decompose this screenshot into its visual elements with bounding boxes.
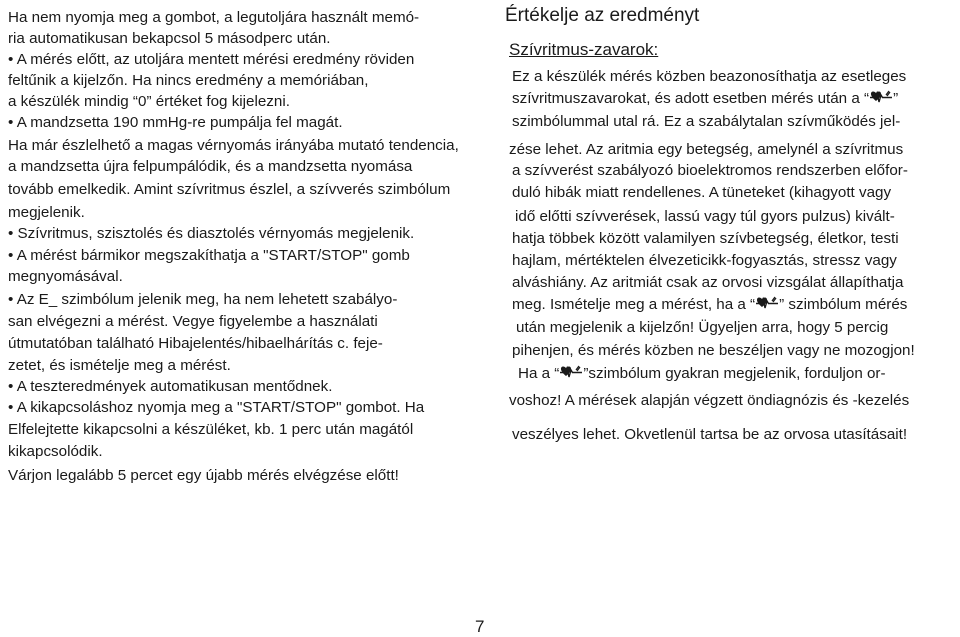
text-line (512, 89, 898, 109)
heart-arrhythmia-icon (870, 90, 892, 104)
text-fragment: szívritmuszavarokat, és adott esetben mérés után a “ (512, 90, 870, 107)
text-line: • A mérés előtt, az utoljára mentett mérési eredmény röviden (8, 51, 415, 68)
text-line: a szívverést szabályozó bioelektromos rendszerben előfor- (512, 162, 908, 179)
text-fragment: ” szimbólum mérés (779, 296, 908, 313)
text-line: pihenjen, és mérés közben ne beszéljen vagy ne mozogjon! (512, 342, 915, 359)
text-line: Ha már észlelhető a magas vérnyomás irányába mutató tendencia, (8, 137, 459, 154)
text-line: idő előtti szívverések, lassú vagy túl gyors pulzus) kivált- (515, 208, 895, 225)
text-line: feltűnik a kijelzőn. Ha nincs eredmény a memóriában, (8, 72, 369, 89)
text-line: a mandzsetta újra felpumpálódik, és a mandzsetta nyomása (8, 158, 413, 175)
text-line: • A teszteredmények automatikusan mentődnek. (8, 378, 333, 395)
heart-arrhythmia-icon (560, 365, 582, 379)
text-line: hajlam, mértéktelen élvezeticikk-fogyasztás, stressz vagy (512, 252, 897, 269)
text-line: kikapcsolódik. (8, 443, 103, 460)
text-line: zése lehet. Az aritmia egy betegség, amelynél a szívritmus (509, 141, 904, 158)
section-title: Értékelje az eredményt (505, 5, 700, 26)
text-line: a készülék mindig “0” értéket fog kijelezni. (8, 93, 290, 110)
text-fragment: ” (893, 90, 899, 107)
text-line: • Az E_ szimbólum jelenik meg, ha nem lehetett szabályo- (8, 291, 398, 308)
text-line: ria automatikusan bekapcsol 5 másodperc után. (8, 30, 331, 47)
text-fragment: Ha a “ (518, 365, 560, 382)
text-line: alváshiány. Az aritmiát csak az orvosi vizsgálat állapíthatja (512, 274, 904, 291)
text-line: voshoz! A mérések alapján végzett öndiagnózis és -kezelés (509, 392, 910, 409)
text-line: útmutatóban található Hibajelentés/hibaelhárítás c. feje- (8, 335, 383, 352)
text-line: duló hibák miatt rendellenes. A tüneteket (kihagyott vagy (512, 184, 892, 201)
text-line: veszélyes lehet. Okvetlenül tartsa be az orvosa utasításait! (512, 426, 908, 443)
text-line: szimbólummal utal rá. Ez a szabálytalan szívműködés jel- (512, 113, 901, 130)
text-line: • A kikapcsoláshoz nyomja meg a "START/STOP" gombot. Ha (8, 399, 425, 416)
text-line: Várjon legalább 5 percet egy újabb mérés elvégzése előtt! (8, 467, 399, 484)
text-line: • Szívritmus, szisztolés és diasztolés vérnyomás megjelenik. (8, 225, 415, 242)
text-line: után megjelenik a kijelzőn! Ügyeljen arra, hogy 5 percig (516, 319, 889, 336)
text-line: megjelenik. (8, 204, 85, 221)
text-fragment: meg. Ismételje meg a mérést, ha a “ (512, 296, 756, 313)
text-line: Ez a készülék mérés közben beazonosíthatja az esetleges (512, 68, 907, 85)
page-number: 7 (475, 617, 485, 636)
text-line (512, 295, 907, 315)
heart-arrhythmia-icon (756, 296, 778, 310)
text-line: Ha nem nyomja meg a gombot, a legutoljára használt memó- (8, 9, 420, 26)
text-line: san elvégezni a mérést. Vegye figyelembe a használati (8, 313, 378, 330)
text-line: Elfelejtette kikapcsolni a készüléket, kb. 1 perc után magától (8, 421, 414, 438)
text-line: tovább emelkedik. Amint szívritmus észlel, a szívverés szimbólum (8, 181, 451, 198)
text-line: hatja többek között valamilyen szívbetegség, életkor, testi (512, 230, 899, 247)
text-line: • A mérést bármikor megszakíthatja a "START/STOP" gomb (8, 247, 410, 264)
text-fragment: ”szimbólum gyakran megjelenik, forduljon or- (583, 365, 886, 382)
text-line: • A mandzsetta 190 mmHg-re pumpálja fel magát. (8, 114, 343, 131)
text-line: zetet, és ismételje meg a mérést. (8, 357, 231, 374)
text-line: megnyomásával. (8, 268, 123, 285)
section-subtitle: Szívritmus-zavarok: (509, 40, 659, 59)
text-line (518, 364, 886, 384)
